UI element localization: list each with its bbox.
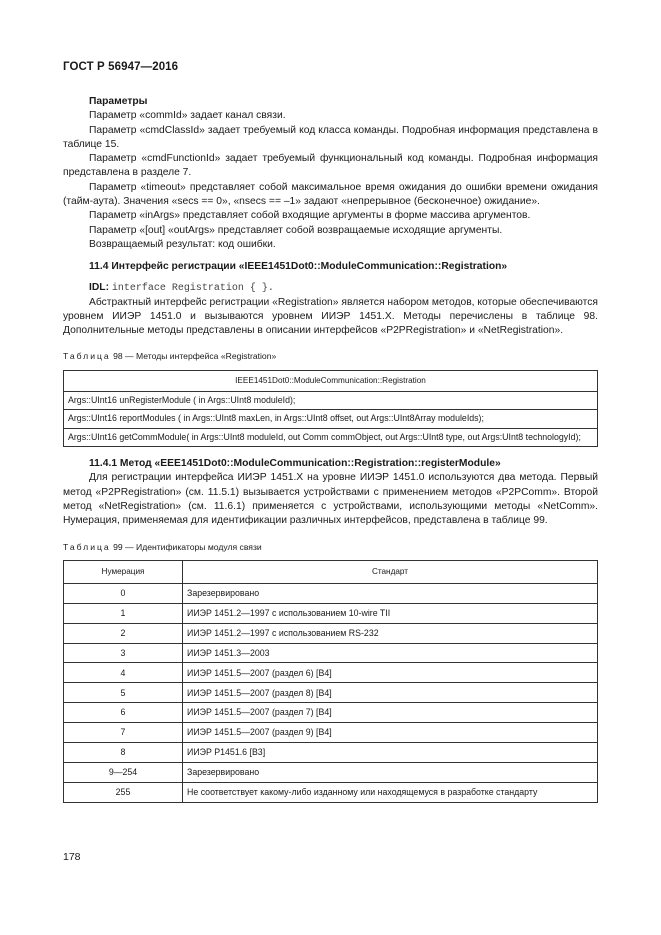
section-heading-11-4: 11.4 Интерфейс регистрации «IEEE1451Dot0::ModuleCommunication::Registration» (89, 261, 508, 273)
table-row: 0 Зарезервировано (64, 583, 598, 603)
return-value-paragraph: Возвращаемый результат: код ошибки. (89, 238, 276, 250)
table99-col-std: Стандарт (183, 560, 598, 583)
params-title: Параметры (89, 96, 148, 107)
table99 (63, 560, 598, 803)
table98-caption: Таблица 98 — Методы интерфейса «Registration» (63, 350, 277, 361)
table98-row: Args::UInt16 getCommModule( in Args::UInt8 moduleId, out Comm commObject, out Args::UInt8 type, out Args:UInt8 technologyId); (64, 428, 598, 447)
param-paragraph: Параметр «cmdClassId» задает требуемый код класса команды. Подробная информация представлена в таблице 15. (63, 124, 598, 150)
table-row: 2 ИИЭР 1451.2—1997 с использованием RS-232 (64, 623, 598, 643)
table-row: 4 ИИЭР 1451.5—2007 (раздел 6) [B4] (64, 663, 598, 683)
table99-caption: Таблица 99 — Идентификаторы модуля связи (63, 541, 262, 552)
table98 (63, 370, 598, 447)
param-paragraph: Параметр «commId» задает канал связи. (89, 110, 286, 122)
table-row: 5 ИИЭР 1451.5—2007 (раздел 8) [B4] (64, 683, 598, 703)
table-row: 7 ИИЭР 1451.5—2007 (раздел 9) [B4] (64, 723, 598, 743)
table-row: 1 ИИЭР 1451.2—1997 с использованием 10-wire TII (64, 603, 598, 623)
page-number: 178 (63, 851, 81, 863)
table98-row: Args::UInt16 reportModules ( in Args::UInt8 maxLen, in Args::UInt8 offset, out Args::UInt8Array moduleIds); (64, 410, 598, 429)
table-row: 6 ИИЭР 1451.5—2007 (раздел 7) [B4] (64, 703, 598, 723)
table-row: 9—254 Зарезервировано (64, 762, 598, 782)
table99-col-num: Нумерация (64, 560, 183, 583)
table-row: 255 Не соответствует какому-либо изданному или находящемуся в разработке стандарту (64, 782, 598, 802)
table-row: 8 ИИЭР P1451.6 [B3] (64, 742, 598, 762)
idl-label: IDL: (89, 281, 110, 293)
document-code: ГОСТ Р 56947—2016 (63, 61, 179, 73)
section-11-4-text: Абстрактный интерфейс регистрации «Registration» является набором методов, которые обеспечиваются уровнем ИИЭР 1451.0 и вызываются уровнем ИИЭР 1451.X. Методы перечислены в таблице 98. Дополнительные методы представлены в описании интерфейсов «P2PRegistration» и «NetRegistration». (63, 296, 598, 337)
page-body (63, 95, 598, 803)
idl-line (63, 281, 598, 296)
param-paragraph: Параметр «[out] «outArgs» представляет собой возвращаемые исходящие аргументы. (89, 224, 503, 236)
table98-header: IEEE1451Dot0::ModuleCommunication::Registration (64, 371, 598, 392)
table98-row: Args::UInt16 unRegisterModule ( in Args::UInt8 moduleId); (64, 391, 598, 410)
param-paragraph: Параметр «cmdFunctionId» задает требуемый функциональный код команды. Подробная информация представлена в разделе 7. (63, 153, 598, 179)
idl-code: interface Registration { }. (111, 282, 274, 294)
section-heading-11-4-1: 11.4.1 Метод «EEE1451Dot0::ModuleCommunication::Registration::registerModule» (89, 458, 501, 470)
table-row: 3 ИИЭР 1451.3—2003 (64, 643, 598, 663)
param-paragraph: Параметр «timeout» представляет собой максимальное время ожидания до ошибки времени ожидания (тайм-аута). Значения «secs == 0», «nsecs == –1» задают «непрерывное (бесконечное) ожидание». (63, 181, 598, 208)
param-paragraph: Параметр «inArgs» представляет собой входящие аргументы в форме массива аргументов. (89, 210, 531, 222)
section-11-4-1-text: Для регистрации интерфейса ИИЭР 1451.X на уровне ИИЭР 1451.0 используются два метода. Первый метод «P2PRegistration» (см. 11.5.1) вызывается устройствами с применением методов «P2PComm». Второй метод «NetRegistration» (см. 11.6.1) применяется с устройствами, использующими методы «NetComm». Нумерация, применяемая для идентификации различных интерфейсов, представлена в таблице 99. (63, 472, 598, 527)
